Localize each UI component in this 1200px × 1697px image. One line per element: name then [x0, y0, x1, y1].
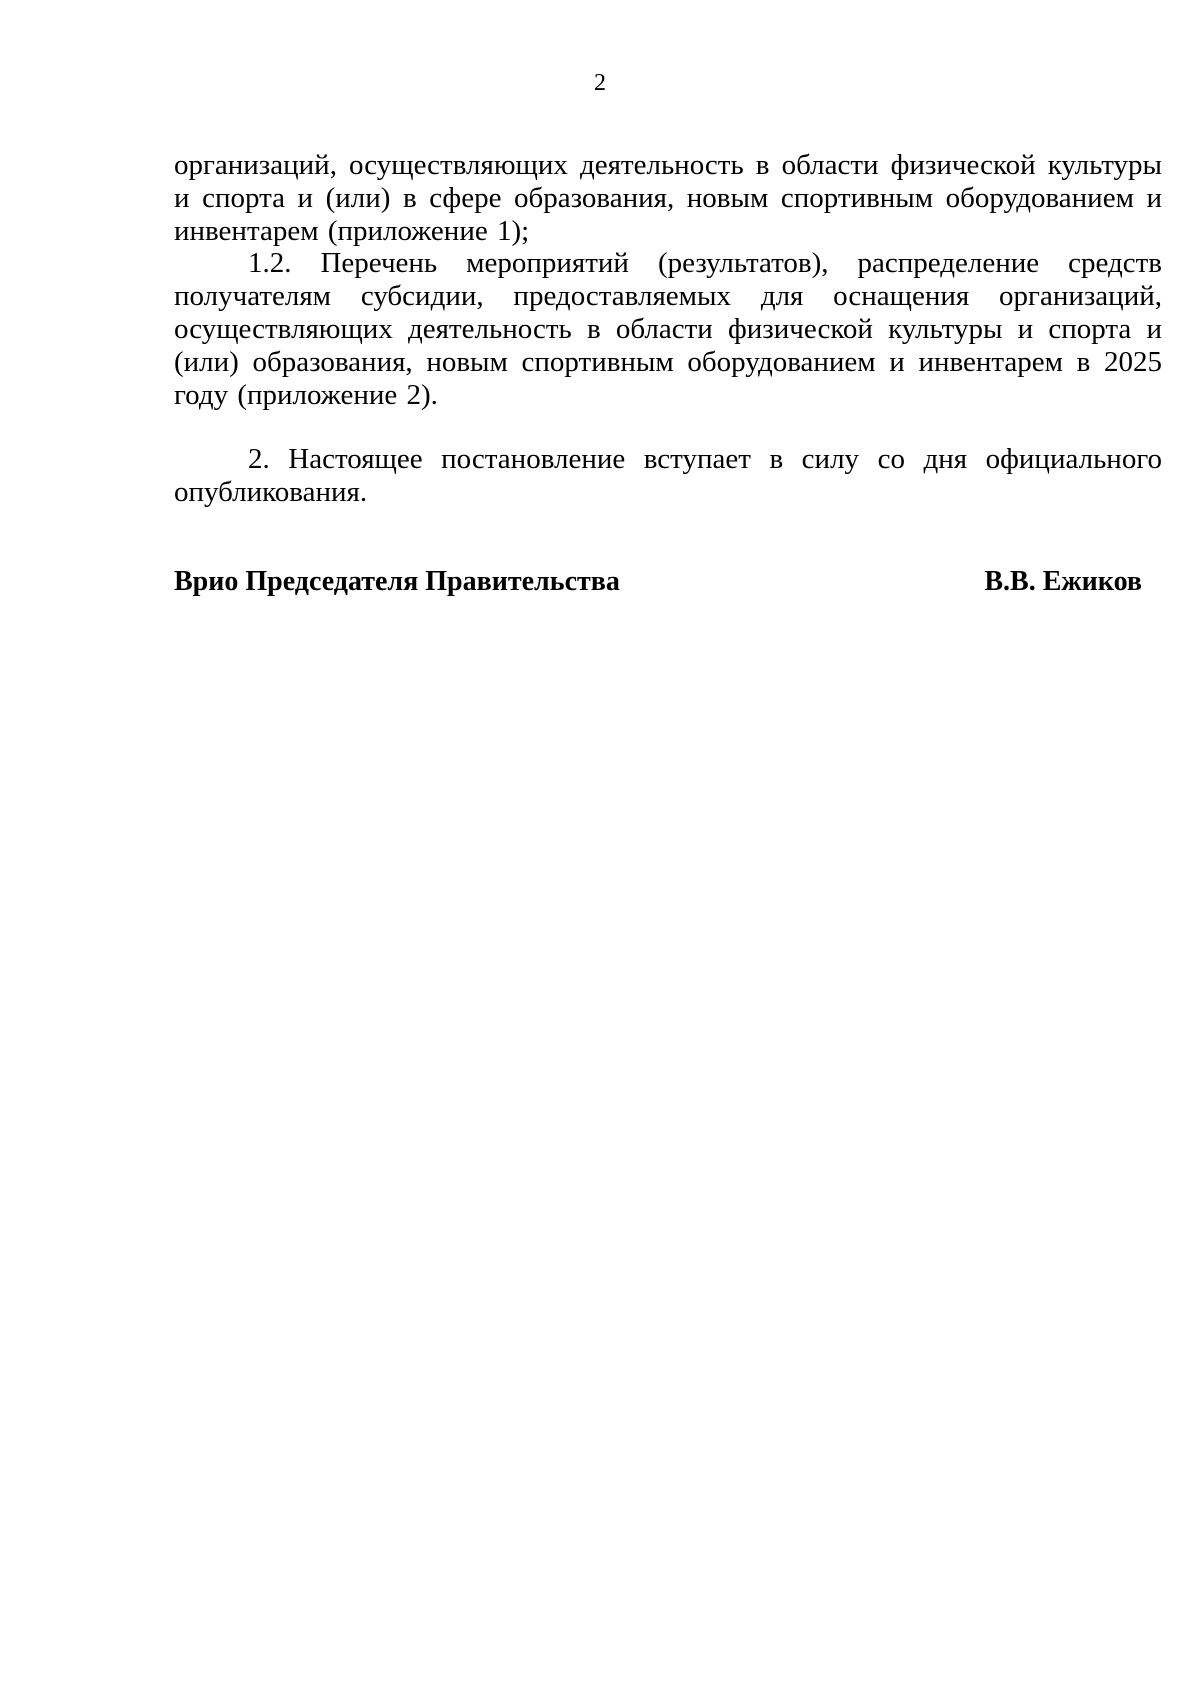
paragraph-continuation: организаций, осуществляющих деятельность в области физической культуры и спорта и (или) в сфере образования, новым спортивным оборудованием и инвентарем (приложение 1);	[174, 149, 1162, 247]
signatory-position: Врио Председателя Правительства	[174, 566, 620, 597]
signature-block	[174, 565, 1142, 599]
signatory-name: В.В. Ежиков	[984, 566, 1142, 597]
paragraph-item-1-2: 1.2. Перечень мероприятий (результатов), распределение средств получателям субсидии, предоставляемых для оснащения организаций, осуществляющих деятельность в области физической культуры и спорта и (или) образования, новым спортивным оборудованием и инвентарем в 2025 году (приложение 2).	[174, 247, 1162, 411]
page-number: 2	[594, 70, 606, 96]
paragraph-item-2: 2. Настоящее постановление вступает в силу со дня официального опубликования.	[174, 443, 1162, 508]
